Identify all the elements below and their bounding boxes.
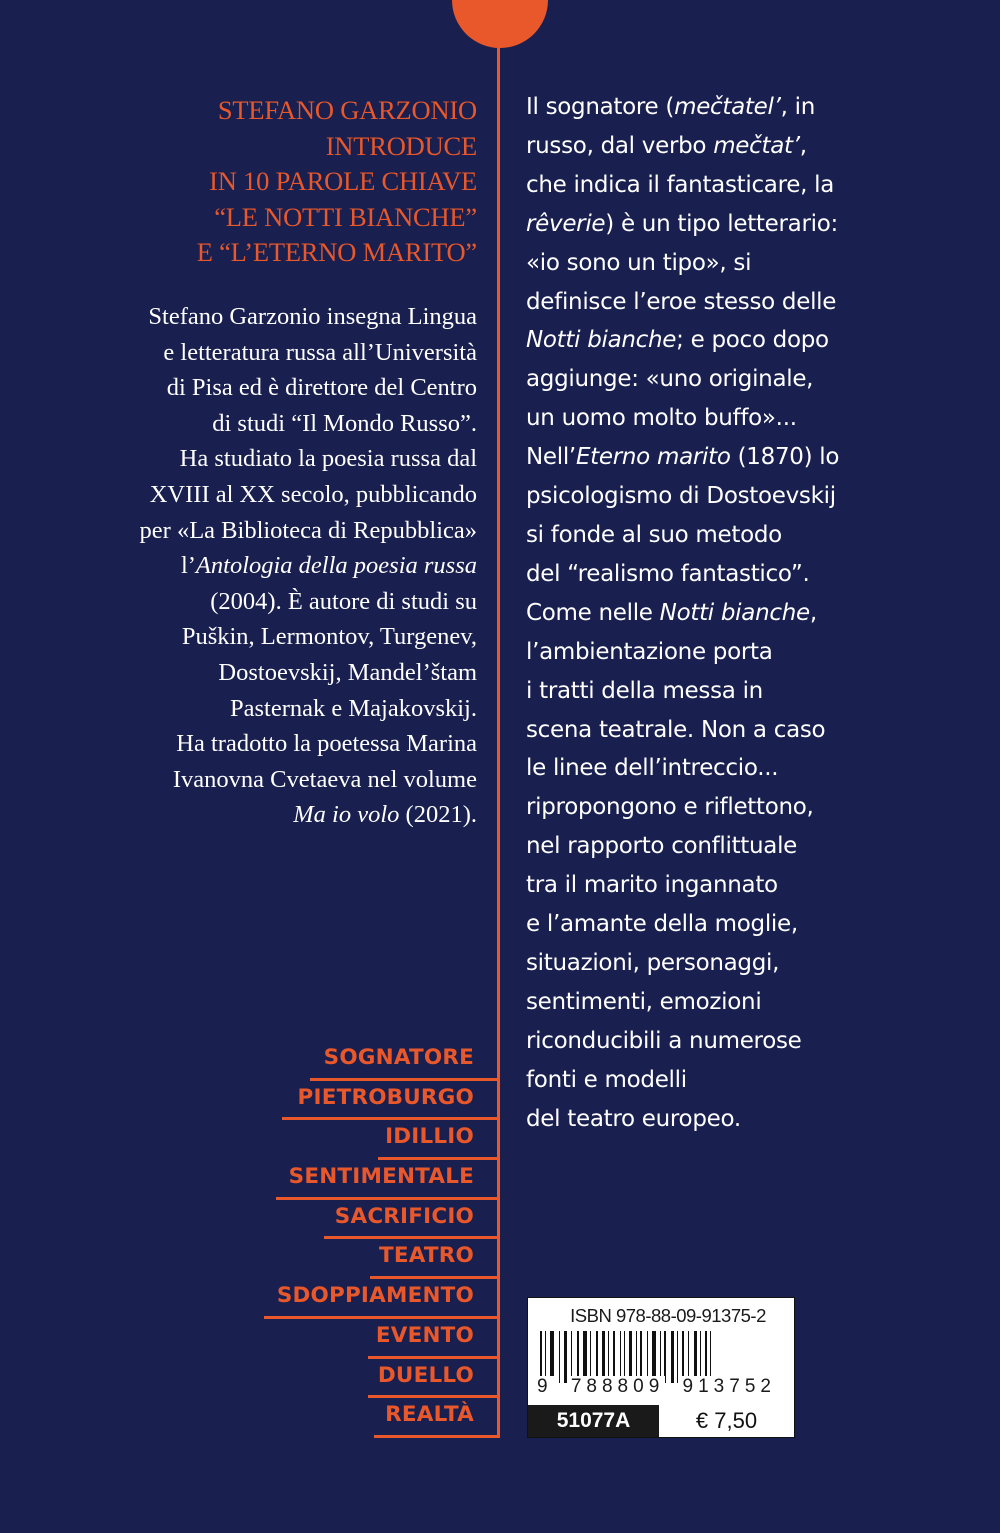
keyword-underline (264, 1316, 500, 1319)
keyword-label: PIETROBURGO (297, 1084, 474, 1110)
barcode-digits-left: 788809 (570, 1376, 665, 1397)
keyword-label: REALTÀ (385, 1402, 474, 1428)
blurb-line: definisce l’eroe stesso delle (526, 288, 837, 315)
keyword-label: TEATRO (378, 1243, 474, 1269)
blurb-italic: mečtatel’ (674, 94, 781, 120)
headline-line: IN 10 PAROLE CHIAVE (209, 166, 477, 196)
keyword-list (0, 1043, 500, 1440)
bio-line: Ivanovna Cvetaeva nel volume (172, 765, 477, 793)
barcode-digits-right: 913752 (682, 1376, 776, 1397)
blurb-line: nel rapporto conflittuale (526, 833, 798, 860)
bio-line: Ha tradotto la poetessa Marina (176, 730, 477, 758)
keyword-underline (368, 1356, 500, 1359)
bio-text: l’ (180, 552, 196, 580)
blurb-text: Il sognatore ( (526, 94, 675, 120)
keyword-item (0, 1043, 500, 1083)
decorative-circle (452, 0, 548, 48)
book-title: Ma io volo (293, 801, 400, 829)
blurb-text: Come nelle (526, 599, 660, 626)
blurb-italic: Notti bianche (526, 327, 677, 354)
blurb-italic: Eterno marito (575, 444, 731, 471)
bio-line (47, 548, 477, 584)
bio-line: e letteratura russa all’Università (163, 338, 477, 366)
blurb-line: e l’amante della moglie, (526, 911, 798, 938)
keyword-label: SENTIMENTALE (288, 1164, 474, 1190)
headline-line: “LE NOTTI BIANCHE” (214, 201, 477, 232)
keyword-underline (378, 1157, 500, 1160)
keyword-item (0, 1281, 500, 1321)
blurb-line: i tratti della messa in (526, 677, 763, 704)
blurb-text: , (799, 132, 807, 159)
blurb-line: psicologismo di Dostoevskij (526, 483, 836, 510)
barcode-digit-first: 9 (537, 1376, 553, 1397)
keyword-underline (282, 1117, 500, 1120)
blurb-line (526, 127, 966, 166)
headline (57, 93, 477, 271)
keyword-underline (276, 1197, 500, 1200)
bio-line: di Pisa ed è direttore del Centro (166, 374, 477, 402)
catalog-code: 51077A (528, 1405, 659, 1437)
keyword-label: DUELLO (377, 1362, 474, 1388)
keyword-item (0, 1162, 500, 1202)
blurb-line: riconducibili a numerose (526, 1027, 802, 1054)
blurb-line: scena teatrale. Non a caso (526, 716, 826, 743)
bio-line (47, 797, 477, 833)
blurb-text: , (809, 599, 817, 626)
blurb-text: ; e poco dopo (676, 327, 829, 354)
keyword-underline (370, 1276, 500, 1279)
blurb-italic: Notti bianche (659, 599, 810, 626)
keyword-underline (310, 1078, 500, 1081)
keyword-item (0, 1241, 500, 1281)
blurb-line: le linee dell’intreccio... (526, 755, 779, 782)
blurb-line (526, 594, 966, 633)
barcode-label (527, 1297, 795, 1438)
blurb-text: (1870) lo (730, 444, 840, 471)
barcode-digits (536, 1376, 786, 1398)
keyword-item (0, 1321, 500, 1361)
blurb-line: «io sono un tipo», si (526, 249, 752, 276)
blurb-line: situazioni, personaggi, (526, 949, 780, 976)
author-bio (47, 299, 477, 833)
blurb-line: si fonde al suo metodo (526, 521, 782, 548)
keyword-underline (368, 1395, 500, 1398)
keyword-item (0, 1122, 500, 1162)
keyword-item (0, 1083, 500, 1123)
bio-line: Pasternak e Majakovskij. (230, 694, 477, 722)
bio-line: per «La Biblioteca di Repubblica» (139, 516, 477, 544)
blurb-line: tra il marito ingannato (526, 872, 778, 899)
blurb-text: ) è un tipo letterario: (605, 210, 838, 237)
blurb-text: russo, dal verbo (526, 132, 714, 159)
keyword-underline (324, 1236, 500, 1239)
keyword-label: EVENTO (375, 1322, 474, 1348)
book-blurb (526, 88, 966, 1138)
keyword-label: SACRIFICIO (334, 1203, 474, 1229)
bio-line: Stefano Garzonio insegna Lingua (148, 303, 477, 330)
blurb-line (526, 205, 966, 244)
keyword-underline (374, 1435, 500, 1438)
blurb-text: , in (780, 94, 815, 120)
blurb-line: un uomo molto buffo»... (526, 405, 797, 432)
blurb-line: del “realismo fantastico”. (526, 560, 810, 587)
keyword-label: SOGNATORE (323, 1045, 474, 1070)
blurb-line: sentimenti, emozioni (526, 988, 762, 1015)
bio-line: Puškin, Lermontov, Turgenev, (181, 623, 477, 651)
blurb-text: Nell’ (526, 444, 576, 471)
price: € 7,50 (695, 1408, 758, 1433)
keyword-item (0, 1400, 500, 1440)
blurb-line: fonti e modelli (526, 1066, 687, 1093)
keyword-item (0, 1202, 500, 1242)
bio-line: Dostoevskij, Mandel’štam (218, 658, 477, 686)
bio-line: (2004). È autore di studi su (210, 587, 477, 615)
bio-text: (2021). (399, 801, 477, 829)
headline-line: STEFANO GARZONIO (217, 95, 477, 125)
keyword-label: IDILLIO (385, 1124, 474, 1150)
bio-line: XVIII al XX secolo, pubblicando (149, 480, 477, 508)
blurb-line: del teatro europeo. (526, 1105, 741, 1132)
headline-line: INTRODUCE (325, 130, 477, 161)
blurb-line (526, 438, 966, 477)
headline-line: E “L’ETERNO MARITO” (196, 237, 477, 267)
blurb-italic: rêverie (526, 210, 606, 237)
bio-line: Ha studiato la poesia russa dal (179, 445, 477, 473)
blurb-line: aggiunge: «uno originale, (526, 366, 814, 393)
book-title: Antologia della poesia russa (195, 552, 477, 580)
blurb-line (526, 88, 966, 127)
blurb-line (526, 321, 966, 360)
blurb-line: ripropongono e riflettono, (526, 794, 814, 821)
blurb-line: l’ambientazione porta (526, 638, 773, 665)
bio-line: di studi “Il Mondo Russo”. (212, 409, 477, 437)
blurb-italic: mečtat’ (713, 132, 800, 159)
keyword-item (0, 1361, 500, 1401)
keyword-label: SDOPPIAMENTO (276, 1283, 474, 1309)
blurb-line: che indica il fantasticare, la (526, 171, 835, 198)
isbn-text: ISBN 978-88-09-91375-2 (570, 1305, 766, 1326)
